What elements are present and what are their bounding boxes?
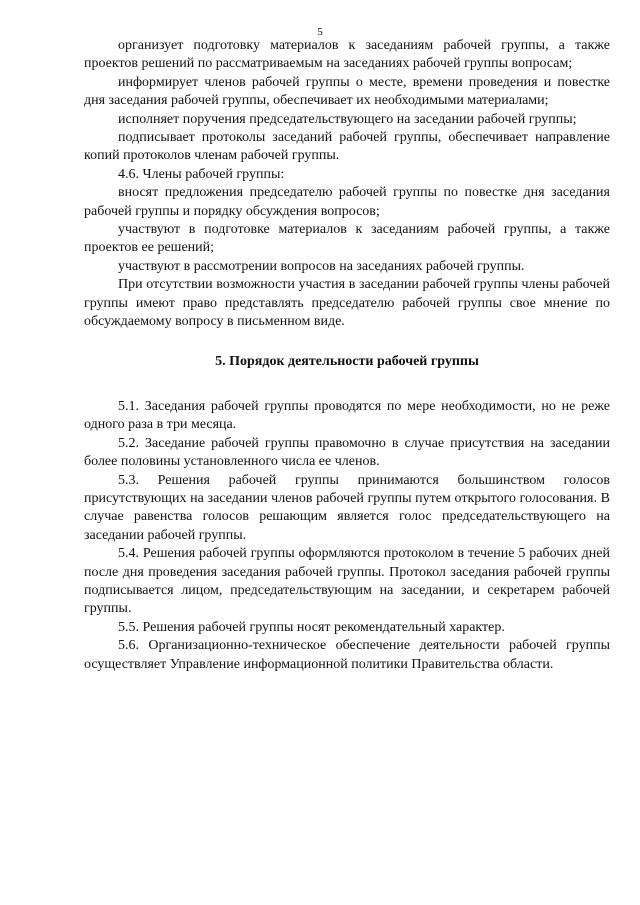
paragraph: При отсутствии возможности участия в заседании рабочей группы члены рабочей группы имеют право представлять председателю рабочей группы свое мнение по обсуждаемому вопросу в письменном виде. xyxy=(84,277,610,330)
paragraph: подписывает протоколы заседаний рабочей группы, обеспечивает направление копий протоколов членам рабочей группы. xyxy=(84,130,610,164)
paragraph: исполняет поручения председательствующего на заседании рабочей группы; xyxy=(118,111,577,127)
document-body xyxy=(84,37,610,674)
page-number: 5 xyxy=(317,26,323,38)
paragraph: участвуют в рассмотрении вопросов на заседаниях рабочей группы. xyxy=(118,258,525,274)
paragraph: информирует членов рабочей группы о месте, времени проведения и повестке дня заседания рабочей группы, обеспечивает их необходимыми материалами; xyxy=(84,74,610,109)
paragraph: 5.6. Организационно-техническое обеспечение деятельности рабочей группы осуществляет Управление информационной политики Правительства области. xyxy=(84,638,610,672)
paragraph: 4.6. Члены рабочей группы: xyxy=(118,166,285,182)
paragraph: 5.2. Заседание рабочей группы правомочно в случае присутствия на заседании более половины установленного числа ее членов. xyxy=(84,435,610,470)
paragraph: 5.3. Решения рабочей группы принимаются большинством голосов присутствующих на заседании членов рабочей группы путем открытого голосования. В случае равенства голосов решающим является голос председательствующего на заседании рабочей группы. xyxy=(84,472,610,543)
section-heading: 5. Порядок деятельности рабочей группы xyxy=(215,353,479,369)
paragraph: 5.5. Решения рабочей группы носят рекомендательный характер. xyxy=(118,619,505,635)
paragraph: организует подготовку материалов к заседаниям рабочей группы, а также проектов решений по рассматриваемым на заседаниях рабочей группы вопросам; xyxy=(84,38,610,72)
paragraph: вносят предложения председателю рабочей группы по повестке дня заседания рабочей группы и порядку обсуждения вопросов; xyxy=(84,185,610,219)
paragraph: участвуют в подготовке материалов к заседаниям рабочей группы, а также проектов ее решений; xyxy=(84,222,610,256)
paragraph: 5.4. Решения рабочей группы оформляются протоколом в течение 5 рабочих дней после дня проведения заседания рабочей группы. Протокол заседания рабочей группы подписывается лицом, председательствующим на заседании, и секретарем рабочей группы. xyxy=(84,546,610,617)
paragraph: 5.1. Заседания рабочей группы проводятся по мере необходимости, но не реже одного раза в три месяца. xyxy=(84,398,610,433)
